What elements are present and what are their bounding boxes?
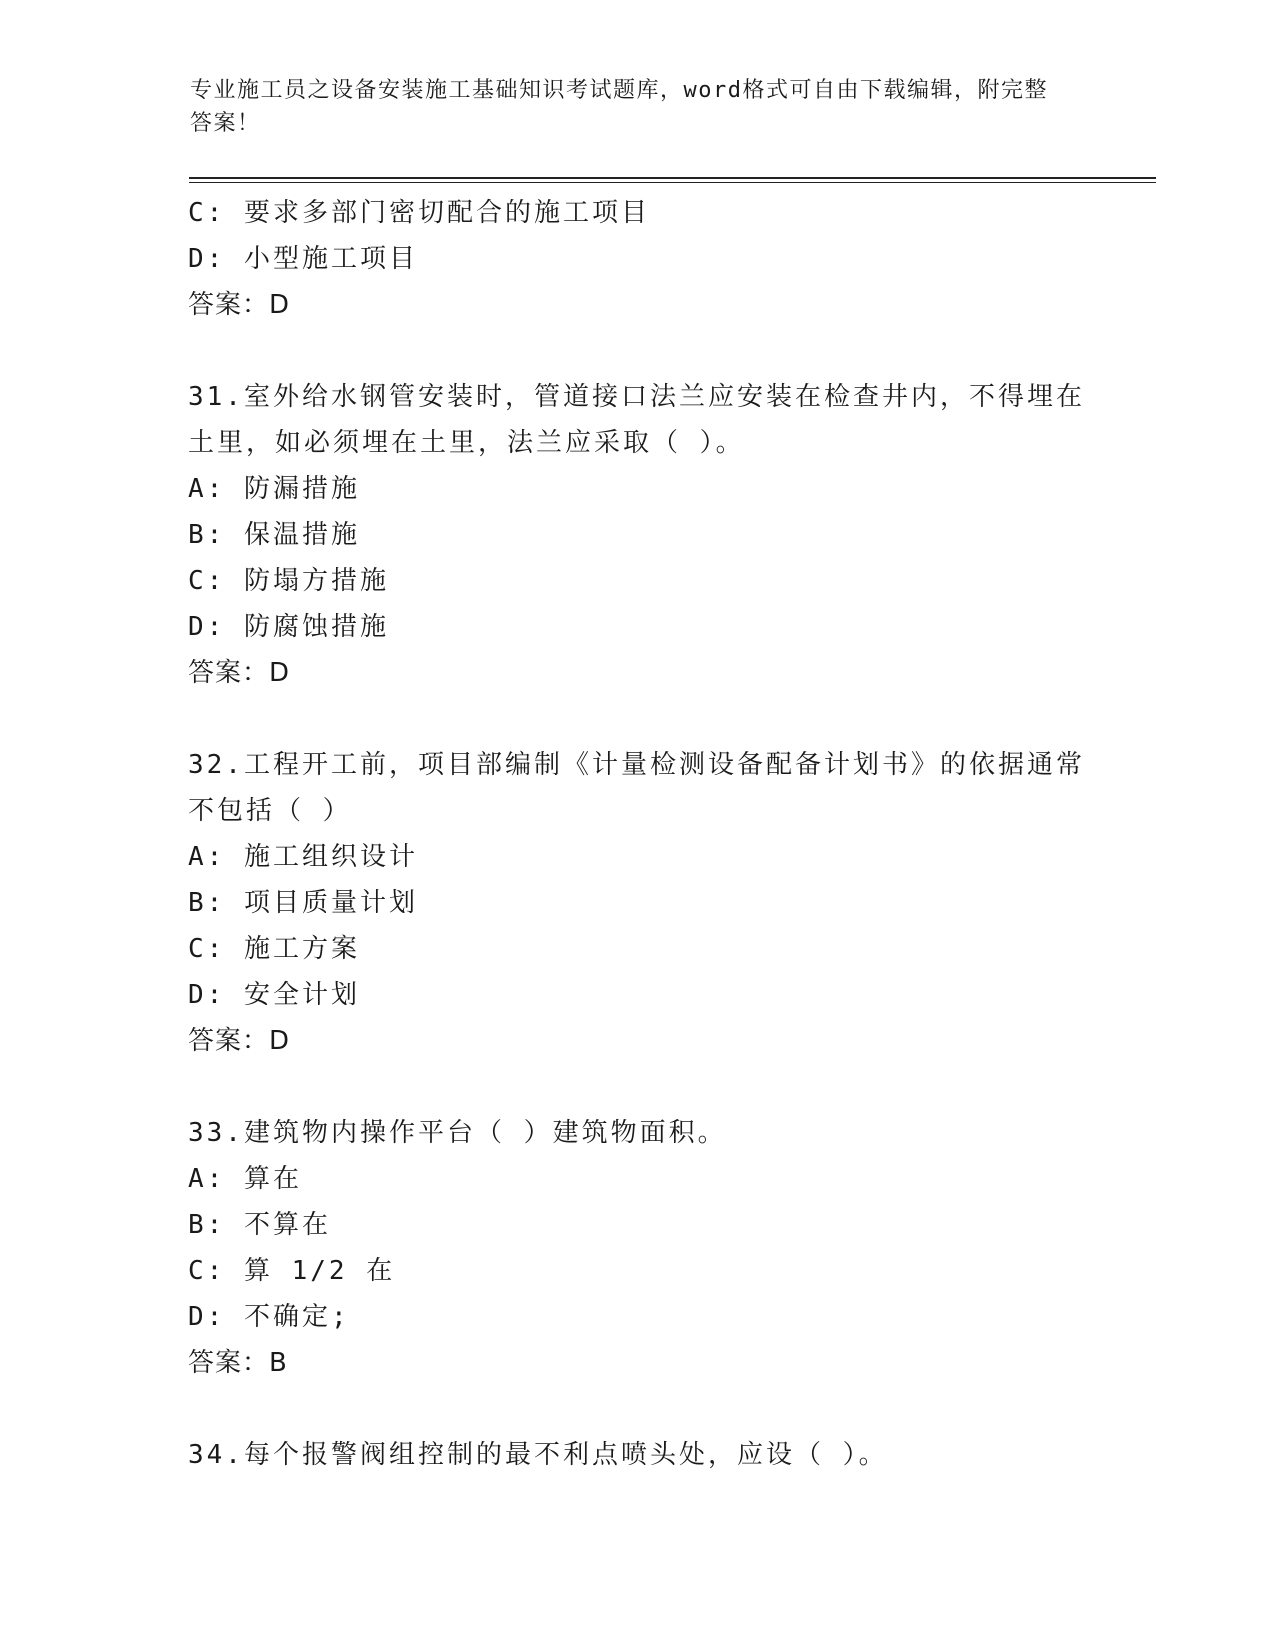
question-31 [188, 374, 1088, 696]
answer-line: 答案：D [188, 290, 291, 320]
option-a: A: 防漏措施 [188, 474, 360, 504]
option-c: C: 防塌方措施 [188, 566, 389, 596]
option-d: D: 不确定; [188, 1302, 350, 1332]
spacer [188, 328, 1088, 374]
option-b: B: 保温措施 [188, 520, 360, 550]
question-stem-line: 31.室外给水钢管安装时，管道接口法兰应安装在检查井内，不得埋在 [188, 382, 1085, 412]
question-33 [188, 1110, 1088, 1386]
option-c: C: 算 1/2 在 [188, 1256, 396, 1286]
option-a: A: 施工组织设计 [188, 842, 418, 872]
option-c: C: 施工方案 [188, 934, 360, 964]
document-header: 专业施工员之设备安装施工基础知识考试题库，word格式可自由下载编辑，附完整答案！ [190, 78, 1048, 136]
option-c: C: 要求多部门密切配合的施工项目 [188, 198, 650, 228]
spacer [188, 1064, 1088, 1110]
option-a: A: 算在 [188, 1164, 302, 1194]
header-divider-thick [189, 177, 1156, 179]
question-stem-line: 33.建筑物内操作平台（ ）建筑物面积。 [188, 1118, 727, 1148]
option-b: B: 不算在 [188, 1210, 331, 1240]
question-32 [188, 742, 1088, 1064]
spacer [188, 1386, 1088, 1432]
answer-line: 答案：D [188, 1026, 291, 1056]
option-d: D: 防腐蚀措施 [188, 612, 389, 642]
question-stem-line: 32.工程开工前，项目部编制《计量检测设备配备计划书》的依据通常 [188, 750, 1085, 780]
header-divider-thin [189, 182, 1156, 183]
option-d: D: 安全计划 [188, 980, 360, 1010]
question-continuation [188, 190, 1088, 328]
question-stem-line: 土里，如必须埋在土里，法兰应采取（ ）。 [188, 428, 745, 458]
spacer [188, 696, 1088, 742]
question-stem-line: 34.每个报警阀组控制的最不利点喷头处，应设（ ）。 [188, 1440, 888, 1470]
question-stem-line: 不包括（ ） [188, 796, 352, 826]
question-list [188, 190, 1088, 1478]
answer-line: 答案：B [188, 1348, 288, 1378]
answer-line: 答案：D [188, 658, 291, 688]
option-d: D: 小型施工项目 [188, 244, 418, 274]
option-b: B: 项目质量计划 [188, 888, 418, 918]
question-34 [188, 1432, 1088, 1478]
